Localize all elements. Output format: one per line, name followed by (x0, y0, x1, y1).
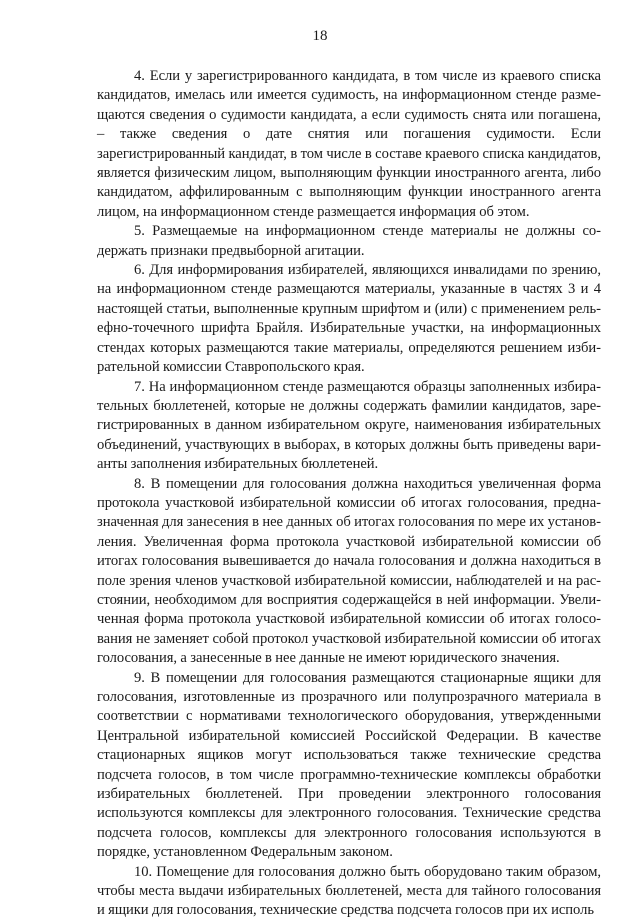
paragraph-8: 8. В помещении для голосования должна находиться увеличенная форма протокола участковой избирательной комиссии об итогах голосования, предназначенная для занесения в нее данных об итогах голосования по мере их установления. Увеличенная форма протокола участковой избирательной комиссии об итогах голосования вывешивается до начала голосования и должна находиться в поле зрения членов участковой избирательной комиссии, наблюдателей и на расстоянии, необходимом для восприятия содержащейся в ней информации. Увеличенная форма протокола участковой избирательной комиссии об итогах голосования не заменяет собой протокол участковой избирательной комиссии об итогах голосования, а занесенные в нее данные не имеют юридического значения. (97, 475, 601, 667)
paragraph-6: 6. Для информирования избирателей, являющихся инвалидами по зрению, на информационном стенде размещаются материалы, указанные в частях 3 и 4 настоящей статьи, выполненные крупным шрифтом и (или) с применением рельефно-точечного шрифта Брайля. Избирательные участки, на информационных стендах которых размещаются такие материалы, определяются решением избирательной комиссии Ставропольского края. (97, 262, 601, 376)
paragraph-9: 9. В помещении для голосования размещаются стационарные ящики для голосования, изготовленные из прозрачного или полупрозрачного материала в соответствии с нормативами технологического оборудования, утвержденными Центральной избирательной комиссией Российской Федерации. В качестве стационарных ящиков могут использоваться также технические средства подсчета голосов, в том числе программно-технические комплексы обработки избирательных бюллетеней. При проведении электронного голосования используются комплексы для электронного голосования. Технические средства подсчета голосов, комплексы для электронного голосования используются в порядке, установленном Федеральным законом. (97, 669, 601, 861)
paragraph-10: 10. Помещение для голосования должно быть оборудовано таким образом, чтобы места выдачи избирательных бюллетеней, места для тайного голосования и ящики для голосования, технические средства подсчета голосов при их исполь (97, 863, 601, 919)
page-number: 18 (312, 28, 328, 44)
document-body (97, 67, 601, 921)
paragraph-7: 7. На информационном стенде размещаются образцы заполненных избирательных бюллетеней, которые не должны содержать фамилии кандидатов, зарегистрированных в данном избирательном округе, наименования избирательных объединений, участвующих в выборах, в которых должны быть приведены варианты заполнения избирательных бюллетеней. (97, 378, 601, 473)
paragraph-5: 5. Размещаемые на информационном стенде материалы не должны содержать признаки предвыборной агитации. (97, 223, 601, 259)
paragraph-4: 4. Если у зарегистрированного кандидата, в том числе из краевого списка кандидатов, имелась или имеется судимость, на информационном стенде размещаются сведения о судимости кандидата, а если судимость снята или погашена, – также сведения о дате снятия или погашения судимости. Если зарегистрированный кандидат, в том числе в составе краевого списка кандидатов, является физическим лицом, выполняющим функции иностранного агента, либо кандидатом, аффилированным с выполняющим функции иностранного агента лицом, на информационном стенде размещается информация об этом. (97, 68, 601, 220)
